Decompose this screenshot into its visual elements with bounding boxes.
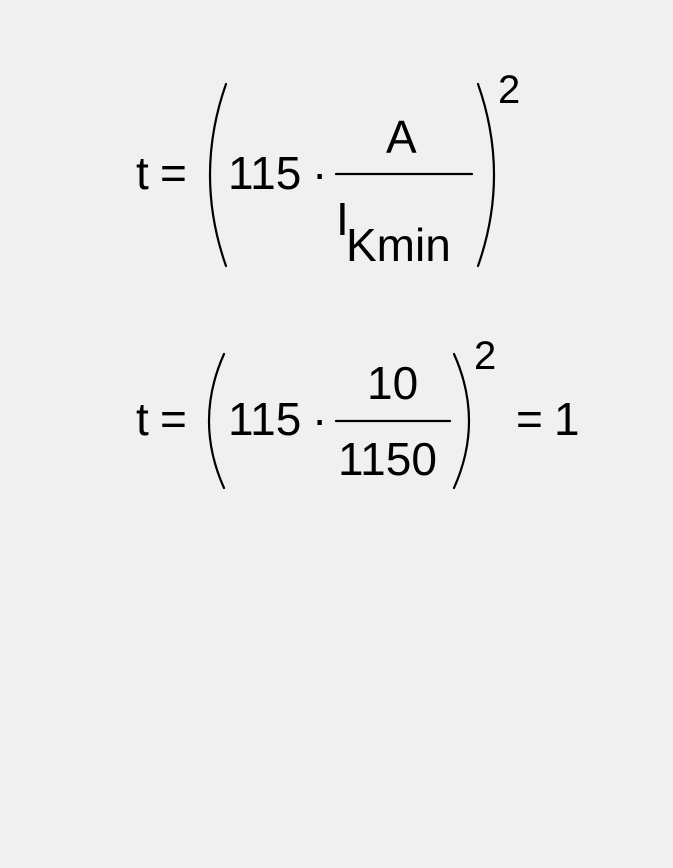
eq2-right-paren [454,354,469,488]
eq2-exponent: 2 [474,334,497,378]
eq2-equals-sign: = [160,393,187,445]
eq1-exponent: 2 [498,68,521,112]
eq2-variable: t [136,393,149,445]
eq2-multiply-dot: · [312,393,328,445]
eq2-result-equals-sign: = [516,393,543,445]
eq2-result: 1 [554,393,580,445]
eq1-numerator: A [386,111,417,163]
eq2-left-paren [209,354,224,488]
eq1-coefficient: 115 [228,147,302,199]
eq1-right-paren [478,84,494,266]
eq2-coefficient: 115 [228,393,302,445]
eq1-multiply-dot: · [312,147,328,199]
eq1-variable: t [136,147,149,199]
eq1-left-paren [210,84,226,266]
eq2-denominator: 1150 [338,433,437,485]
eq1-equals-sign: = [160,147,187,199]
eq2-numerator: 10 [367,357,419,409]
eq1-denominator-subscript: Kmin [346,219,451,271]
eq1-denominator-base: I [336,193,349,245]
